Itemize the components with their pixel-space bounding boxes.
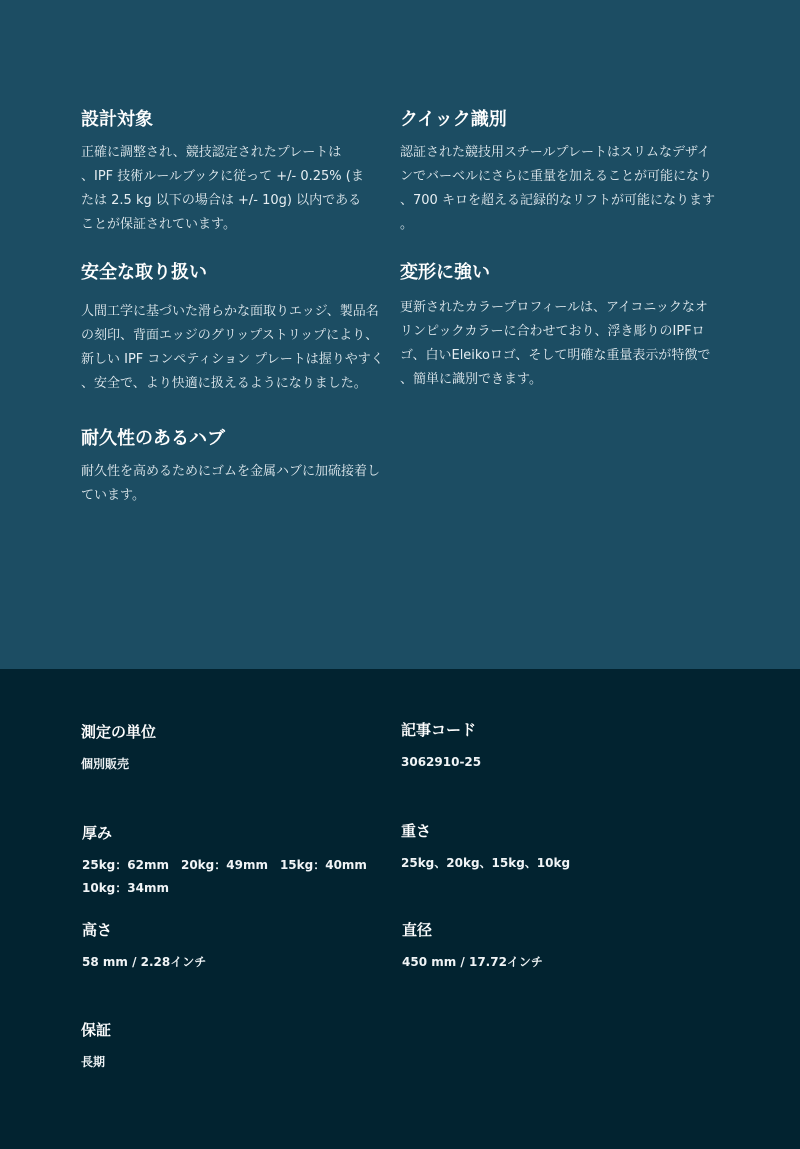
spec-label: 高さ [82, 921, 113, 939]
spec-value: 25kg、20kg、15kg、10kg [401, 856, 571, 870]
spec-weight [401, 820, 701, 875]
spec-value: 450 mm / 17.72インチ [402, 955, 543, 969]
feature-title: 安全な取り扱い [81, 262, 207, 283]
spec-value: 3062910-25 [401, 755, 482, 769]
feature-title: クイック識別 [400, 109, 507, 130]
feature-deformation-resistant [400, 260, 720, 392]
spec-value: 長期 [81, 1055, 106, 1069]
spec-warranty [81, 1019, 381, 1074]
spec-label: 保証 [81, 1021, 112, 1039]
feature-description: 正確に調整され、競技認定されたプレートは 、IPF 技術ルールブックに従って +/- 0.25% (ま たは 2.5 kg 以下の場合は +/- 10g) 以内である ことが保証されています。 [81, 145, 364, 232]
spec-thickness [82, 822, 382, 900]
feature-title: 変形に強い [400, 262, 490, 283]
feature-title: 設計対象 [81, 109, 153, 130]
feature-description: 耐久性を高めるためにゴムを金属ハブに加硫接着し ています。 [81, 464, 381, 503]
spec-label: 測定の単位 [81, 723, 157, 741]
feature-description: 更新されたカラープロフィールは、アイコニックなオ リンピックカラーに合わせており、浮き彫りのIPFロ ゴ、白いEleikoロゴ、そして明確な重量表示が特徴で 、簡単に識別できます。 [400, 300, 711, 387]
spec-diameter [402, 919, 702, 974]
spec-article-code [401, 719, 701, 774]
spec-height [82, 919, 382, 974]
feature-quick-identification [400, 107, 720, 237]
spec-label: 記事コード [401, 721, 477, 739]
feature-title: 耐久性のあるハブ [81, 428, 225, 449]
spec-label: 厚み [82, 824, 113, 842]
feature-description: 人間工学に基づいた滑らかな面取りエッジ、製品名 の刻印、背面エッジのグリップストリップにより、 新しい IPF コンペティション プレートは握りやすく 、安全で、より快適に扱えるようになりました。 [81, 304, 384, 391]
feature-description: 認証された競技用スチールプレートはスリムなデザイ ンでバーベルにさらに重量を加えることが可能になり 、700 キロを超える記録的なリフトが可能になります 。 [400, 145, 715, 232]
feature-design-target [81, 107, 391, 237]
spec-value: 58 mm / 2.28インチ [82, 955, 207, 969]
feature-safe-handling [81, 260, 391, 396]
feature-durable-hub [81, 426, 391, 508]
spec-label: 重さ [401, 822, 432, 840]
spec-label: 直径 [402, 921, 433, 939]
spec-value: 25kg：62mm 20kg：49mm 15kg：40mm 10kg：34mm [82, 858, 367, 895]
spec-unit [81, 721, 381, 776]
spec-value: 個別販売 [81, 757, 130, 771]
